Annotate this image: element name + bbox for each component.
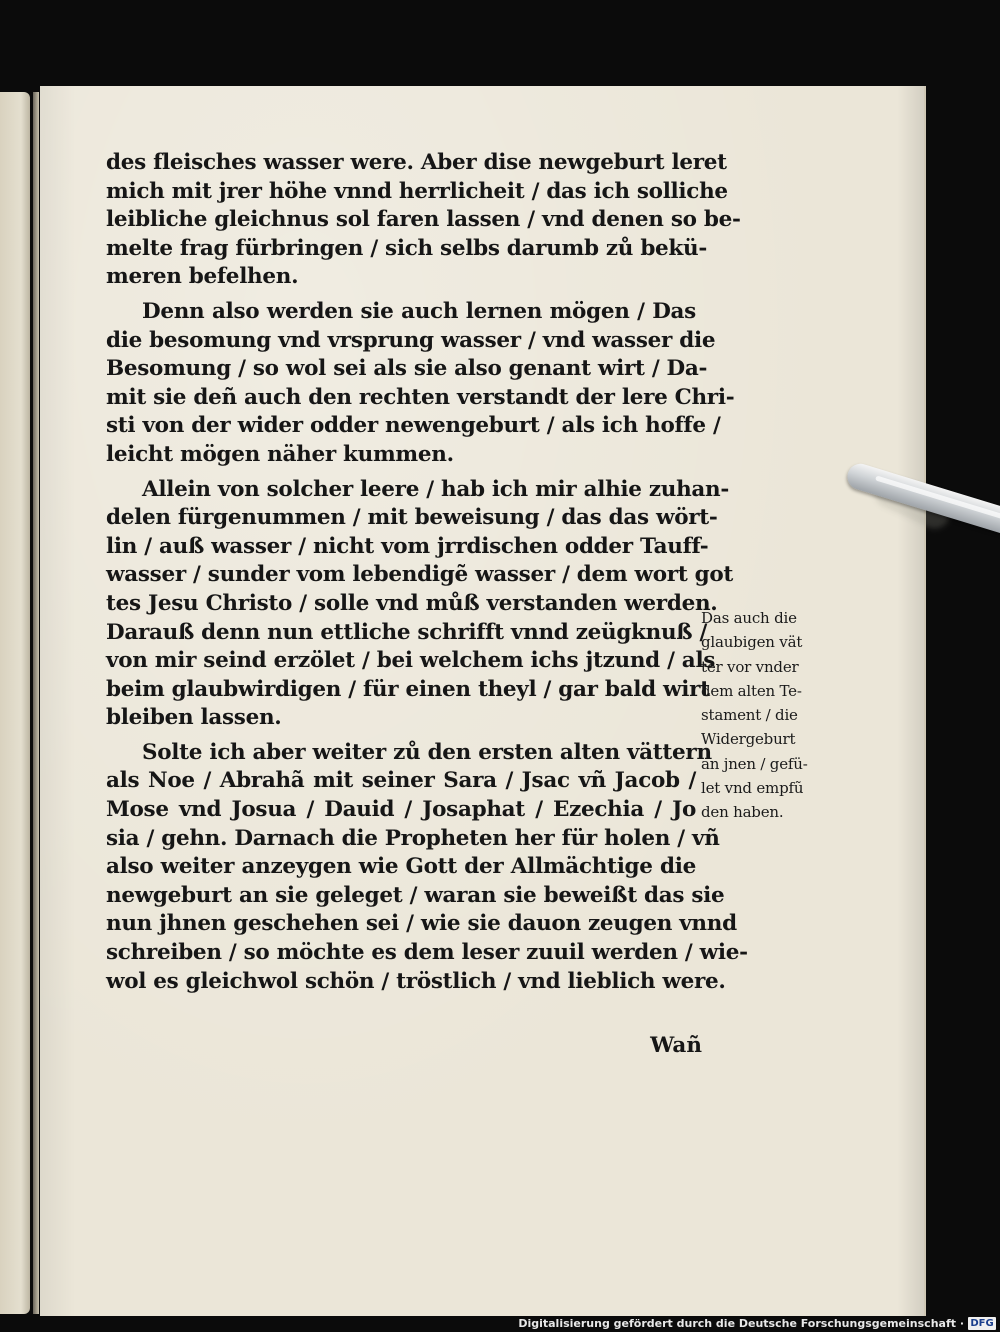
dfg-logo-icon: DFG — [968, 1317, 996, 1330]
text-line: mit sie deñ auch den rechten verstandt der lere Chri- — [106, 384, 735, 410]
text-line: sia / gehn. Darnach die Propheten her für holen / vñ — [106, 825, 720, 851]
paragraph — [106, 149, 741, 292]
text-line: sti von der wider odder newengeburt / als ich hoffe / — [106, 413, 721, 439]
text-line: die besomung vnd vrsprung wasser / vnd wasser die — [106, 327, 716, 353]
marginal-line: stament / die — [701, 706, 798, 725]
text-line: Solte ich aber weiter zů den ersten alten vättern — [142, 739, 712, 765]
text-line: des fleisches wasser were. Aber dise newgeburt leret — [106, 150, 727, 175]
text-line: als Noe / Abrahã mit seiner Sara / Jsac vñ Jacob / — [106, 768, 696, 794]
marginal-line: dem alten Te- — [701, 681, 802, 700]
text-line: leicht mögen näher kummen. — [106, 441, 454, 467]
funding-credit: Digitalisierung gefördert durch die Deutsche Forschungsgemeinschaft · — [518, 1317, 964, 1330]
text-line: leibliche gleichnus sol faren lassen / vnd denen so be- — [106, 207, 741, 233]
text-line: wasser / sunder vom lebendigẽ wasser / dem wort got — [106, 562, 734, 588]
paragraph — [106, 298, 735, 470]
text-line: Darauß denn nun ettliche schrifft vnnd zeügknuß / — [106, 619, 708, 645]
marginal-line: Widergeburt — [701, 730, 796, 749]
text-line: mich mit jrer höhe vnnd herrlicheit / das ich solliche — [106, 178, 728, 204]
text-line: tes Jesu Christo / solle vnd můß verstanden werden. — [106, 590, 718, 616]
text-line: meren befelhen. — [106, 264, 299, 290]
marginal-line: den haben. — [701, 803, 784, 822]
text-line: melte frag fürbringen / sich selbs darumb zů bekü- — [106, 235, 707, 261]
text-line: nun jhnen geschehen sei / wie sie dauon zeugen vnnd — [106, 911, 737, 937]
text-line: lin / auß wasser / nicht vom jrrdischen odder Tauff- — [106, 533, 709, 559]
text-line: schreiben / so möchte es dem leser zuuil werden / wie- — [106, 940, 748, 966]
book-page — [40, 86, 924, 1316]
marginal-line: Das auch die — [701, 609, 797, 627]
text-line: von mir seind erzölet / bei welchem ichs jtzund / als — [106, 648, 716, 674]
catchword: Wañ — [650, 1033, 702, 1058]
text-line: wol es gleichwol schön / tröstlich / vnd lieblich were. — [106, 968, 726, 994]
previous-page-edge — [0, 92, 30, 1314]
text-line: bleiben lassen. — [106, 705, 282, 731]
text-line: Allein von solcher leere / hab ich mir alhie zuhan- — [142, 476, 730, 502]
text-line: Denn also werden sie auch lernen mögen / Das — [142, 298, 696, 324]
marginal-note — [701, 606, 841, 825]
paragraph — [106, 476, 734, 733]
marginal-line: an jnen / gefü- — [701, 754, 808, 773]
text-line: also weiter anzeygen wie Gott der Allmächtige die — [106, 854, 696, 880]
text-line: newgeburt an sie geleget / waran sie beweißt das sie — [106, 882, 725, 908]
marginal-line: ter vor vnder — [701, 657, 799, 676]
text-line: Mose vnd Josua / Dauid / Josaphat / Ezechia / Jo — [106, 797, 696, 823]
text-line: delen fürgenummen / mit beweisung / das das wört- — [106, 505, 718, 531]
book-gutter — [33, 92, 39, 1314]
text-line: beim glaubwirdigen / für einen theyl / gar bald wirt — [106, 676, 710, 702]
text-line: Besomung / so wol sei als sie also genant wirt / Da- — [106, 356, 708, 382]
marginal-line: glaubigen vät — [701, 633, 803, 652]
marginal-line: let vnd empfũ — [701, 779, 804, 798]
footer-bar — [0, 1316, 1000, 1332]
